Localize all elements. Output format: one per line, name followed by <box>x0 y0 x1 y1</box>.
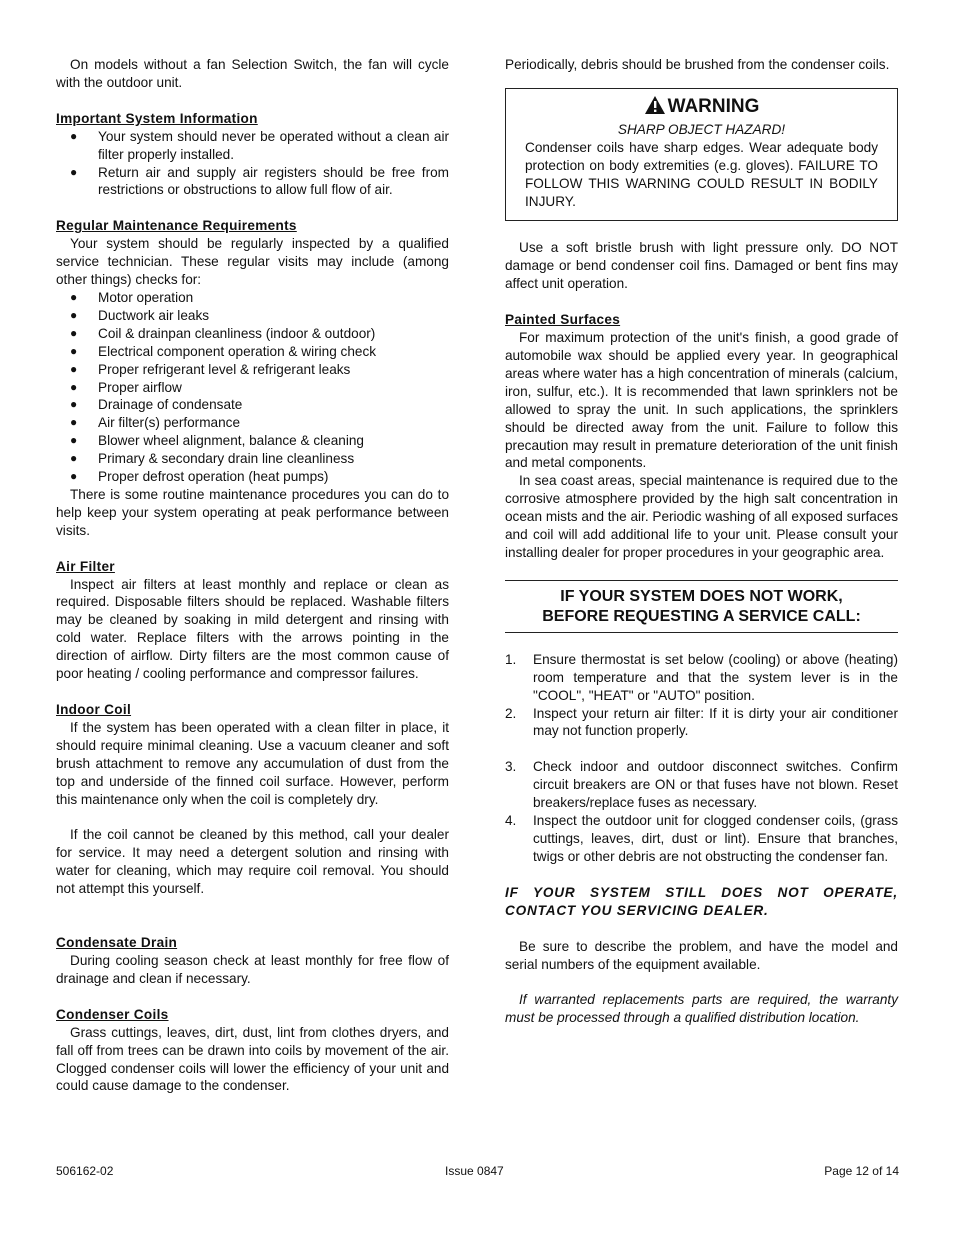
still-not-operating-notice: IF YOUR SYSTEM STILL DOES NOT OPERATE, CONTACT YOU SERVICING DEALER. <box>505 884 898 918</box>
warning-box <box>505 88 898 222</box>
condensate-drain-paragraph: During cooling season check at least monthly for free flow of drainage and clean if necessary. <box>56 952 449 986</box>
maintenance-checks-list <box>56 289 449 486</box>
painted-surfaces-paragraph-2: In sea coast areas, special maintenance is required due to the corrosive atmosphere provided by the high salt concentration in ocean mists and the air. Periodic washing of all exposed surfaces and coil will add additional life to your unit. Please consult your installing dealer for proper procedures in your geographic area. <box>505 473 898 560</box>
list-item: ● Coil & drainpan cleanliness (indoor & outdoor) <box>70 325 376 341</box>
list-item: ● Air filter(s) performance <box>70 415 241 431</box>
left-column <box>56 56 449 1095</box>
indoor-coil-paragraph-2: If the coil cannot be cleaned by this method, call your dealer for service. It may need a detergent solution and rinsing with water for cleaning, which may require coil removal. You should not attempt this yourself. <box>56 827 449 897</box>
indoor-coil-paragraph-1: If the system has been operated with a clean filter in place, it should require minimal cleaning. Use a vacuum cleaner and soft brush attachment to remove any accumulation of dust from the top and underside of the finned coil surface. However, perform this maintenance only when the coil is completely dry. <box>56 719 449 807</box>
page-number: Page 12 of 14 <box>824 1164 899 1178</box>
bullet-icon: ● <box>70 343 78 358</box>
bullet-icon: ● <box>70 325 78 340</box>
painted-surfaces-heading: Painted Surfaces <box>505 312 621 328</box>
bullet-icon: ● <box>70 397 78 412</box>
periodic-brushing-paragraph: Periodically, debris should be brushed from the condenser coils. <box>505 57 890 72</box>
bullet-icon: ● <box>70 307 78 322</box>
bullet-icon: ● <box>70 451 78 466</box>
soft-brush-paragraph: Use a soft bristle brush with light pressure only. DO NOT damage or bend condenser coil fins. Damaged or bent fins may affect unit operation. <box>505 240 898 292</box>
list-item: ● Proper refrigerant level & refrigerant leaks <box>70 361 351 377</box>
condensate-drain-heading: Condensate Drain <box>56 935 178 951</box>
issue-number: Issue 0847 <box>445 1164 504 1178</box>
list-item: ● Proper defrost operation (heat pumps) <box>70 469 329 485</box>
bullet-icon: ● <box>70 361 78 376</box>
list-item: ● Motor operation <box>70 289 194 305</box>
list-item: 1. Ensure thermostat is set below (cooling) or above (heating) room temperature and that the system lever is in the "COOL", "HEAT" or "AUTO" position. <box>505 651 898 703</box>
bullet-icon: ● <box>70 379 78 394</box>
bullet-icon: ● <box>70 289 78 304</box>
hazard-subtitle: SHARP OBJECT HAZARD! <box>617 121 786 137</box>
service-call-heading <box>505 580 898 633</box>
condenser-coils-heading: Condenser Coils <box>56 1006 169 1022</box>
bullet-icon: ● <box>70 128 78 143</box>
important-info-list <box>56 128 449 200</box>
regular-maintenance-intro: Your system should be regularly inspected by a qualified service technician. These regular visits may include (among other things) checks for: <box>56 236 449 288</box>
bullet-icon: ● <box>70 415 78 430</box>
list-item: ● Drainage of condensate <box>70 397 243 413</box>
fan-intro-paragraph: On models without a fan Selection Switch, the fan will cycle with the outdoor unit. <box>56 57 449 90</box>
warning-text: Condenser coils have sharp edges. Wear adequate body protection on body extremities (e.g. gloves). FAILURE TO FOLLOW THIS WARNING COULD RESULT IN BODILY INJURY. <box>525 139 878 209</box>
bullet-icon: ● <box>70 164 78 179</box>
list-item: ● Proper airflow <box>70 379 182 395</box>
important-info-heading: Important System Information <box>56 110 258 126</box>
warning-heading <box>525 95 878 121</box>
document-number: 506162-02 <box>56 1164 114 1178</box>
bullet-icon: ● <box>70 433 78 448</box>
painted-surfaces-paragraph-1: For maximum protection of the unit's finish, a good grade of automobile wax should be applied every year. In geographical areas where water has a high concentration of minerals (calcium, iron, sulfur, etc.). It is recommended that lawn sprinklers not be allowed to spray the unit. In such applications, the sprinklers should be directed away from the unit. Failure to follow this precaution may result in premature deterioration of the unit finish and metal components. <box>505 330 898 471</box>
list-item: ● Your system should never be operated without a clean air filter properly installed. <box>70 128 449 162</box>
list-item: 3. Check indoor and outdoor disconnect switches. Confirm circuit breakers are ON or that fuses have not blown. Reset breakers/replace fuses as necessary. <box>505 759 898 811</box>
regular-maintenance-heading: Regular Maintenance Requirements <box>56 218 297 234</box>
right-column <box>505 56 898 1027</box>
troubleshooting-steps <box>505 651 898 866</box>
list-item: ● Blower wheel alignment, balance & cleaning <box>70 433 364 449</box>
bullet-icon: ● <box>70 469 78 484</box>
air-filter-heading: Air Filter <box>56 558 115 574</box>
service-call-heading-line-1: IF YOUR SYSTEM DOES NOT WORK, <box>560 587 843 605</box>
list-item: 4. Inspect the outdoor unit for clogged condenser coils, (grass cuttings, leaves, dirt, dust or lint). Ensure that branches, twigs or other debris are not obstructing the condenser fan. <box>505 813 898 864</box>
service-call-heading-line-2: BEFORE REQUESTING A SERVICE CALL: <box>542 607 861 625</box>
list-item: ● Ductwork air leaks <box>70 307 210 323</box>
describe-problem-paragraph: Be sure to describe the problem, and have the model and serial numbers of the equipment available. <box>505 938 898 972</box>
warning-triangle-icon <box>644 95 666 121</box>
indoor-coil-heading: Indoor Coil <box>56 702 132 717</box>
warning-title: WARNING <box>667 95 760 117</box>
air-filter-paragraph: Inspect air filters at least monthly and replace or clean as required. Disposable filters should be replaced. Washable filters may be cleaned by soaking in mild detergent and rinsing with cold water. Replace filters with the arrows pointing in the direction of airflow. Dirty filters are the most common cause of poor heating / cooling performance and compressor failures. <box>56 576 449 682</box>
condenser-coils-paragraph: Grass cuttings, leaves, dirt, dust, lint from clothes dryers, and fall off from trees can be drawn into coils by movement of the air. Clogged condenser coils will lower the efficiency of your unit and could cause damage to the condenser. <box>56 1024 449 1094</box>
list-item: ● Primary & secondary drain line cleanliness <box>70 451 355 467</box>
list-item: ● Return air and supply air registers should be free from restrictions or obstructions to allow full flow of air. <box>70 164 449 198</box>
list-item: 2. Inspect your return air filter: If it is dirty your air conditioner may not function properly. <box>505 705 898 739</box>
routine-maintenance-paragraph: There is some routine maintenance procedures you can do to help keep your system operating at peak performance between visits. <box>56 486 449 538</box>
list-item: ● Electrical component operation & wiring check <box>70 343 377 359</box>
warranty-paragraph: If warranted replacements parts are required, the warranty must be processed through a qualified distribution location. <box>505 992 898 1026</box>
